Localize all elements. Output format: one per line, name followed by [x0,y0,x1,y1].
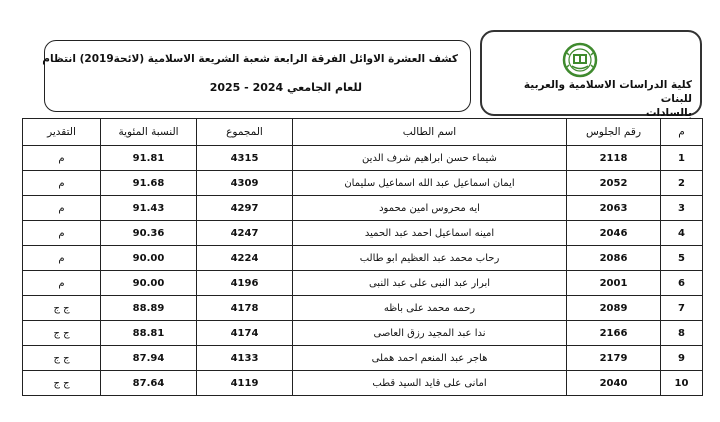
grade-cell: ج ج [23,321,101,346]
seat-number-cell: 2063 [567,196,661,221]
percentage-cell: 90.36 [101,221,197,246]
table-row [23,346,703,371]
row-index-cell: 6 [661,271,703,296]
header-percentage: النسبة المئوية [101,119,197,146]
grade-cell: م [23,221,101,246]
header-seat-number: رقم الجلوس [567,119,661,146]
total-score-cell: 4133 [197,346,293,371]
header-student-name: اسم الطالب [293,119,567,146]
percentage-cell: 90.00 [101,246,197,271]
table-row [23,221,703,246]
percentage-cell: 87.64 [101,371,197,396]
student-name-cell: ايه محروس امين محمود [293,196,567,221]
student-name-cell: ابرار عبد النبى على عبد النبى [293,271,567,296]
student-name-cell: امانى على قايد السيد قطب [293,371,567,396]
table-row [23,146,703,171]
student-name-cell: رحاب محمد عبد العظيم ابو طالب [293,246,567,271]
student-name-cell: رحمه محمد على باظه [293,296,567,321]
grade-cell: م [23,146,101,171]
grade-cell: م [23,246,101,271]
student-name-cell: ايمان اسماعيل عبد الله اسماعيل سليمان [293,171,567,196]
header-total: المجموع [197,119,293,146]
seat-number-cell: 2118 [567,146,661,171]
row-index-cell: 9 [661,346,703,371]
row-index-cell: 1 [661,146,703,171]
seat-number-cell: 2001 [567,271,661,296]
table-row [23,371,703,396]
grade-cell: م [23,271,101,296]
total-score-cell: 4309 [197,171,293,196]
total-score-cell: 4224 [197,246,293,271]
row-index-cell: 10 [661,371,703,396]
table-row [23,196,703,221]
percentage-cell: 88.89 [101,296,197,321]
row-index-cell: 2 [661,171,703,196]
total-score-cell: 4174 [197,321,293,346]
total-score-cell: 4297 [197,196,293,221]
total-score-cell: 4196 [197,271,293,296]
seat-number-cell: 2046 [567,221,661,246]
row-index-cell: 5 [661,246,703,271]
college-name-line1: كلية الدراسات الاسلامية والعربية للبنات [523,79,692,105]
percentage-cell: 90.00 [101,271,197,296]
total-score-cell: 4315 [197,146,293,171]
college-emblem-icon [562,42,598,78]
grade-cell: ج ج [23,296,101,321]
report-title-box [44,40,471,112]
row-index-cell: 8 [661,321,703,346]
grade-cell: م [23,196,101,221]
total-score-cell: 4178 [197,296,293,321]
header-grade: التقدير [23,119,101,146]
college-name [492,78,692,120]
row-index-cell: 4 [661,221,703,246]
row-index-cell: 7 [661,296,703,321]
student-name-cell: ندا عبد المجيد رزق العاصى [293,321,567,346]
college-box [480,30,702,119]
total-score-cell: 4247 [197,221,293,246]
academic-year: للعام الجامعي 2024 - 2025 [209,81,362,94]
table-row [23,171,703,196]
total-score-cell: 4119 [197,371,293,396]
student-name-cell: شيماء حسن ابراهيم شرف الدين [293,146,567,171]
percentage-cell: 91.43 [101,196,197,221]
percentage-cell: 88.81 [101,321,197,346]
seat-number-cell: 2089 [567,296,661,321]
table-row [23,296,703,321]
report-title: كشف العشرة الاوائل الفرقة الرابعة شعبة الشريعة الاسلامية (لائحة2019) انتظام [42,53,458,65]
table-row [23,321,703,346]
college-name-line2: بالسادات [646,107,692,119]
seat-number-cell: 2166 [567,321,661,346]
grade-cell: م [23,171,101,196]
table-row [23,246,703,271]
table-header-row [23,119,703,146]
percentage-cell: 87.94 [101,346,197,371]
student-name-cell: امينه اسماعيل احمد عبد الحميد [293,221,567,246]
percentage-cell: 91.81 [101,146,197,171]
seat-number-cell: 2040 [567,371,661,396]
seat-number-cell: 2052 [567,171,661,196]
header-index: م [661,119,703,146]
seat-number-cell: 2179 [567,346,661,371]
seat-number-cell: 2086 [567,246,661,271]
table-row [23,271,703,296]
grade-cell: ج ج [23,371,101,396]
grade-cell: ج ج [23,346,101,371]
row-index-cell: 3 [661,196,703,221]
percentage-cell: 91.68 [101,171,197,196]
student-name-cell: هاجر عبد المنعم احمد هملى [293,346,567,371]
results-table [22,118,703,396]
